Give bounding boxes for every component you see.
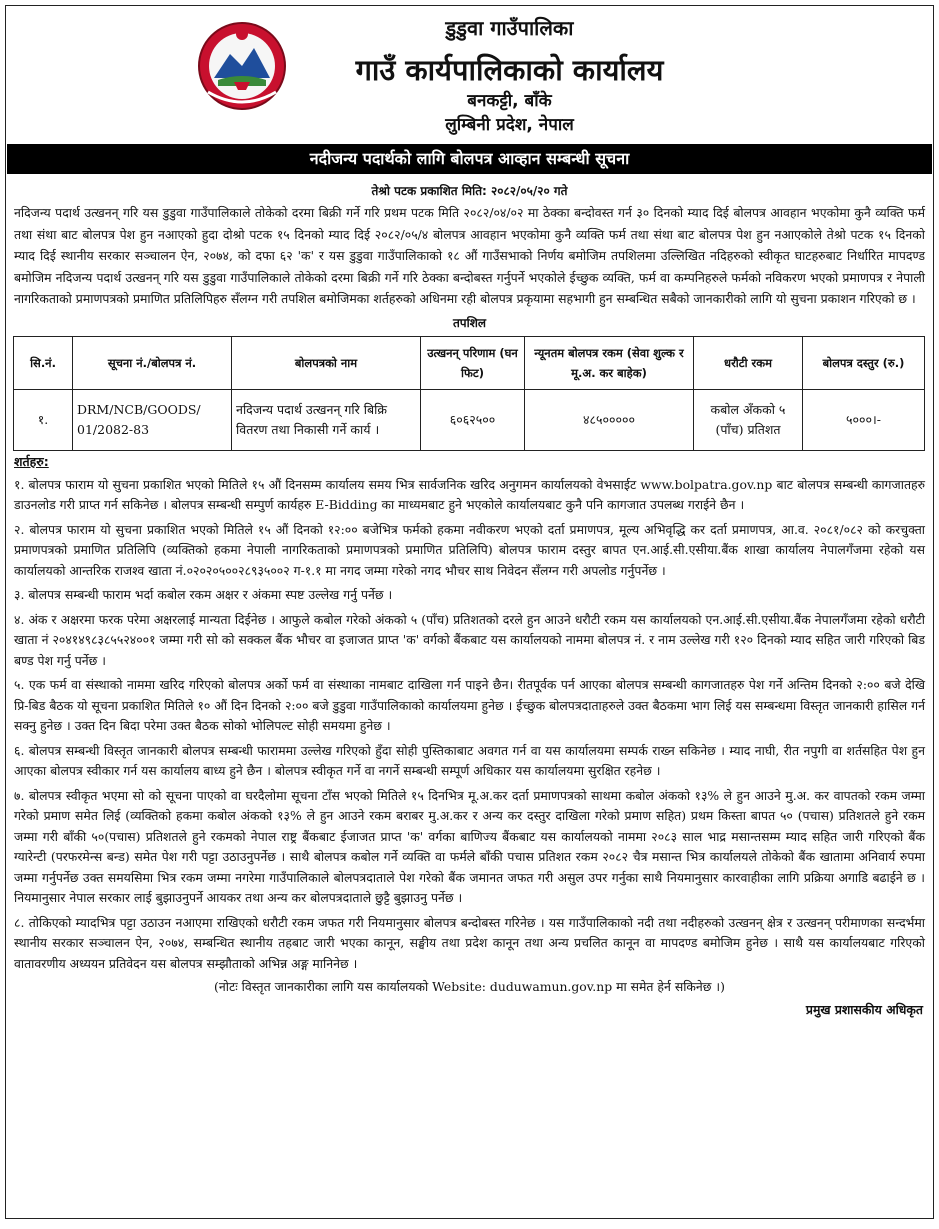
- table-header-cell: न्यूनतम बोलपत्र रकम (सेवा शुल्क र मू.अ. कर बाहेक): [525, 336, 694, 389]
- signature: प्रमुख प्रशासकीय अधिकृत: [805, 1002, 923, 1017]
- publish-date: तेश्रो पटक प्रकाशित मिति: २०८२/०५/२० गते: [371, 184, 568, 198]
- term-item: ७. बोलपत्र स्वीकृत भएमा सो को सूचना पाएको वा घरदैलोमा सूचना टाँस भएको मितिले १५ दिनभित्र मू.अ.कर दर्ता प्रमाणपत्रको साथमा कबोल अंकको १३% ले हुन आउने मु.अ. कर वापतको रकम जम्मा गरेको प्रमाण समेत लिई (व्यक्तिको हकमा कबोल अंकको १३% ले हुन आउने रकम बराबर मु.अ.कर र अन्य कर दस्तुर दाखिला गरेको प्रमाण सहित) प्रथम किस्ता बापत ५० (पचास) प्रतिशतले हुने रकम जम्मा गरी बाँकी ५०(पचास) प्रतिशतले हुने रकमको नेपाल राष्ट्र बैंकबाट ईजाजत प्राप्त 'क' वर्गका बाणिज्य बैंकबाट यस कार्यालयको नाममा २०८३ साल भाद्र मसान्तसम्म म्याद सहित जारी गरिएको बैंक ग्यारेन्टी (परफरमेन्स बन्ड) समेत पेश गरी पट्टा उठाउनुपर्नेछ । साथै बोलपत्र कबोल गर्ने व्यक्ति वा फर्मले बाँकी पचास प्रतिशत रकम २०८२ चैत्र मसान्त भित्र कार्यालयले तोकेको बैंक खातामा अनिवार्य रुपमा जम्मा गर्नुपर्नेछ उक्त समयसिमा भित्र रकम जम्मा नगरेमा गाउँपालिकाले बोलपत्रदाताले पेश गरेको बैंक जमानत जफत गरी असुल उपर गर्नुका साथै नियमानुसार कारवाहीका लागि प्रक्रिया अगाडि बढाईने छ । नियमानुसार नेपाल सरकार लाई बुझाउनुपर्ने आयकर तथा अन्य कर बोलपत्रदाताले छुट्टै बुझाउनु पर्नेछ ।: [14, 787, 926, 905]
- intro-paragraph: नदिजन्य पदार्थ उत्खनन् गरि यस डुडुवा गाउँपालिकाले तोकेको दरमा बिक्री गर्ने गरि प्रथम पटक मिति २०८२/०४/०२ मा ठेक्का बन्दोवस्त गर्न ३० दिनको म्याद दिई बोलपत्र आवहान भएकोमा कुनै व्यक्ति फर्म तथा संथा बाट बोलपत्र पेश हुन नआएको हुदा दोश्रो पटक १५ दिनको म्याद दिई २०८२/०५/४ बोलपत्र आवहान भएकोमा कुनै व्यक्ति फर्म तथा संथा बाट बोलपत्र पेश हुन नआएकोले तेश्रो पटक १५ दिनको म्याद दिई स्थानीय सरकार सञ्चालन ऐन, २०७४, को दफा ६२ 'क' र यस डुडुवा गाउँपालिकाको १८ औं गाउँसभाको निर्णय बमोजिम तपशिलमा उल्लिखित नदिहरुको स्वीकृत घाटहरुबाट निर्धारित मापदण्ड बमोजिम नदिजन्य पदार्थ उत्खनन् गरि यस डुडुवा गाउँपालिकाले तोकेको दरमा बिक्री गर्ने गरि ठेक्का बन्दोबस्त गर्नुपर्ने भएकोले ईच्छुक व्यक्ति, फर्म वा कम्पनिहरुले फर्मको नविकरण भएको प्रमाणपत्र र नेपाली नागरिकताको प्रमाणपत्रको प्रमाणित प्रतिलिपिहरु सँलग्न गरी तपशिल बमोजिमका शर्तहरुको अधिनमा रही बोलपत्र प्रकृयामा सहभागी हुन सम्बन्धित सबैको जानकारीको लागि यो सुचना प्रकाशन गरिएको छ ।: [14, 205, 925, 306]
- table-header-cell: सूचना नं./बोलपत्र नं.: [73, 336, 232, 389]
- table-cell: ६०६२५००: [421, 389, 525, 450]
- table-cell: ५०००।-: [803, 389, 925, 450]
- header: [6, 6, 933, 144]
- table-header-row: [14, 336, 925, 389]
- table-cell: नदिजन्य पदार्थ उत्खनन् गरि बिक्रि वितरण तथा निकासी गर्ने कार्य ।: [232, 389, 421, 450]
- office-location: बनकट्टी, बाँके: [467, 91, 552, 111]
- table-cell: DRM/NCB/GOODS/ 01/2082-83: [73, 389, 232, 450]
- term-item: ८. तोकिएको म्यादभित्र पट्टा उठाउन नआएमा राखिएको धरौटी रकम जफत गरी नियमानुसार बोलपत्र बन्दोबस्त गरिनेछ । यस गाउँपालिकाको नदी तथा नदीहरुको उत्खनन् क्षेत्र र उत्खनन् परीमाणका सन्दर्भमा स्थानीय सरकार सञ्चालन ऐन, २०७४, सम्बन्धित स्थानीय तहबाट जारी भएका कानून, सङ्घीय तथा प्रदेश कानून तथा अन्य प्रचलित कानून वा मापदण्ड बमोजिम हुनेछ । साथै यस कार्यालयबाट गरिएको वातावरणीय अध्ययन प्रतिवेदन यस बोलपत्र सम्झौताको अभिन्न अङ्ग मानिनेछ ।: [14, 914, 925, 971]
- table-header-cell: बोलपत्रको नाम: [232, 336, 421, 389]
- table-header-cell: धरौटी रकम: [694, 336, 803, 389]
- notice-title-banner: नदीजन्य पदार्थको लागि बोलपत्र आव्हान सम्बन्धी सूचना: [7, 144, 932, 174]
- office-name: गाउँ कार्यपालिकाको कार्यालय: [355, 53, 664, 87]
- term-item: ५. एक फर्म वा संस्थाको नाममा खरिद गरिएको बोलपत्र अर्को फर्म वा संस्थाका नामबाट दाखिला गर्न पाइने छैन। रीतपूर्वक पर्न आएका बोलपत्र सम्बन्धी कागजातहरु पेश गर्ने अन्तिम दिनको २:०० बजे देखि प्रि-बिड बैठक यो सूचना प्रकाशित मितिले १० औं दिन दिनको २:०० बजे डुडुवा गाउँपालिकाको कार्यालयमा हुनेछ । ईच्छुक बोलपत्रदाताहरुले उक्त बैठकमा भाग लिई यस सम्बन्धमा विस्तृत जानकारी हासिल गर्न सक्नु हुनेछ । उक्त दिन बिदा परेमा उक्त बैठक सोको भोलिपल्ट सोही समयमा हुनेछ ।: [14, 677, 925, 733]
- municipality-name: डुडुवा गाउँपालिका: [445, 16, 574, 40]
- term-item: १. बोलपत्र फाराम यो सुचना प्रकाशित भएको मितिले १५ औं दिनसम्म कार्यालय समय भित्र सार्वजनिक खरिद अनुगमन कार्यालयको वेभसाईट www.bolpatra.gov.np बाट बोलपत्र सम्बन्धी कागजातहरु डाउनलोड गरी प्राप्त गर्न सकिनेछ । बोलपत्र सम्बन्धी सम्पुर्ण कार्यहरु E-Bidding का माध्यमबाट हुने भएकोले कार्यालयबाट कुनै पनि कागजात उपलब्ध गराईने छैन ।: [14, 476, 925, 512]
- term-item: ४. अंक र अक्षरमा फरक परेमा अक्षरलाई मान्यता दिईनेछ । आफुले कबोल गरेको अंकको ५ (पाँच) प्रतिशतको दरले हुन आउने धरौटी रकम यस कार्यालयको एन.आई.सी.एसीया.बैंक नेपालगँजमा रहेको धरौटी खाता नं २०४१४९८३८५५२४००१ जम्मा गरी सो को सक्कल बैंक भौचर वा इजाजत प्राप्त 'क' वर्गको बैंकबाट यस कार्यालयको नाममा बोलपत्र नं. र नाम उल्लेख गरी १२० दिनको म्याद सहित जारी गरिएको बिड बण्ड पेश गर्नु पर्नेछ ।: [14, 611, 925, 668]
- website-note: (नोटः विस्तृत जानकारीका लागि यस कार्यालयको Website: duduwamun.gov.np मा समेत हेर्न सकिनेछ ।): [214, 979, 725, 994]
- term-item: ३. बोलपत्र सम्बन्धी फाराम भर्दा कबोल रकम अक्षर र अंकमा स्पष्ट उल्लेख गर्नु पर्नेछ ।: [14, 587, 393, 602]
- table-cell: १.: [14, 389, 73, 450]
- term-item: ६. बोलपत्र सम्बन्धी विस्तृत जानकारी बोलपत्र सम्बन्धी फाराममा उल्लेख गरिएको हुँदा सोही पुस्तिकाबाट अवगत गर्न वा यस कार्यालयमा सम्पर्क राख्न सकिनेछ । म्याद नाघी, रीत नपुगी वा शर्तसहित पेश हुन आएका बोलपत्र स्वीकार गर्न यस कार्यालय बाध्य हुने छैन । बोलपत्र स्वीकृत गर्ने वा नगर्ने सम्बन्धी सम्पूर्ण अधिकार यस कार्यालयमा सुरक्षित रहनेछ ।: [14, 742, 925, 778]
- office-province: लुम्बिनी प्रदेश, नेपाल: [445, 115, 574, 135]
- table-header-cell: सि.नं.: [14, 336, 73, 389]
- table-cell: कबोल अँकको ५ (पाँच) प्रतिशत: [694, 389, 803, 450]
- term-item: २. बोलपत्र फाराम यो सुचना प्रकाशित भएको मितिले १५ औं दिनको १२:०० बजेभित्र फर्मको हकमा नवीकरण भएको दर्ता प्रमाणपत्र, मूल्य अभिवृद्धि कर दर्ता प्रमाणपत्र, आ.व. २०८१/०८२ को करचुक्ता प्रमाणपत्रको प्रमाणित प्रतिलिपि (व्यक्तिको हकमा नेपाली नागरिकताको प्रमाणपत्रको प्रमाणित प्रतिलिपि) बोलपत्र फाराम दस्तुर बापत एन.आई.सी.एसीया.बैंक शाखा कार्यालय नेपालगँजमा रहेको यस कार्यालयको आन्तरिक राजश्व खाता नं.०२०२०५००२८९३५००२ ग-१.१ मा नगद जम्मा गरेको नगद भौचर साथ निवेदन सँलग्न गरी अपलोड गर्नुपर्नेछ ।: [14, 521, 925, 578]
- table-header-cell: बोलपत्र दस्तुर (रु.): [803, 336, 925, 389]
- table-cell: ४८५०००००: [525, 389, 694, 450]
- table-header-cell: उत्खनन् परिणाम (घन फिट): [421, 336, 525, 389]
- notice-page: [5, 5, 934, 1219]
- tapsil-heading: तपशिल: [452, 315, 487, 330]
- table-row: [14, 389, 925, 450]
- terms-heading: शर्तहरु:: [14, 453, 49, 469]
- tender-table: [13, 336, 925, 451]
